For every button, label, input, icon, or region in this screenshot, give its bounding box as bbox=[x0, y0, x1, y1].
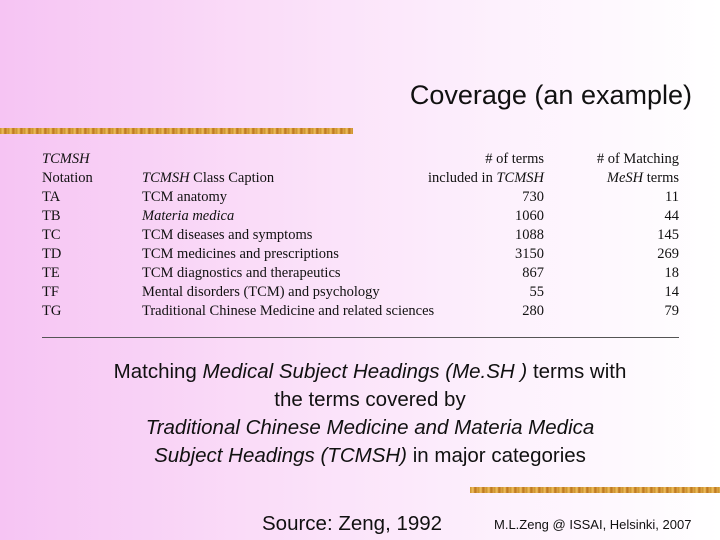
row-ta-caption: TCM anatomy bbox=[142, 189, 227, 205]
row-td-caption: TCM medicines and prescriptions bbox=[142, 246, 339, 262]
header-caption-rest: Class Caption bbox=[189, 170, 275, 186]
header-caption-tcmsh: TCMSH bbox=[142, 170, 190, 186]
row-tc-matching: 145 bbox=[657, 227, 679, 243]
decorative-rule-bottom bbox=[470, 487, 720, 493]
caption-line1-text-a: Matching bbox=[113, 360, 203, 383]
caption-line-4 bbox=[60, 442, 680, 470]
row-tf-terms: 55 bbox=[529, 284, 544, 300]
row-tc-caption: TCM diseases and symptoms bbox=[142, 227, 313, 243]
header-terms-line2 bbox=[428, 169, 544, 187]
caption-line4-text: in major categories bbox=[407, 444, 586, 467]
header-caption bbox=[142, 169, 274, 187]
row-tf-matching: 14 bbox=[664, 284, 679, 300]
row-td-matching: 269 bbox=[657, 246, 679, 262]
header-matching-line2 bbox=[607, 169, 679, 187]
row-tb-terms: 1060 bbox=[515, 208, 544, 224]
row-tf-caption: Mental disorders (TCM) and psychology bbox=[142, 284, 380, 300]
row-ta-terms: 730 bbox=[522, 189, 544, 205]
header-terms-tcmsh: TCMSH bbox=[496, 170, 544, 186]
row-tg-caption: Traditional Chinese Medicine and related sciences bbox=[142, 303, 435, 319]
decorative-rule-top bbox=[0, 128, 353, 134]
row-td-code: TD bbox=[42, 246, 62, 262]
caption-line-1 bbox=[60, 358, 680, 386]
row-ta-matching: 11 bbox=[665, 189, 679, 205]
row-te-terms: 867 bbox=[522, 265, 544, 281]
caption-line1-text-b: terms with bbox=[527, 360, 627, 383]
row-te-caption: TCM diagnostics and therapeutics bbox=[142, 265, 341, 281]
header-notation-line2: Notation bbox=[42, 170, 93, 186]
header-matching-mesh: MeSH bbox=[606, 170, 644, 186]
row-tb-caption: Materia medica bbox=[142, 208, 235, 224]
slide-caption bbox=[60, 358, 680, 470]
row-tg-code: TG bbox=[42, 303, 62, 319]
row-tc-terms: 1088 bbox=[515, 227, 544, 243]
header-matching-line1: # of Matching bbox=[596, 151, 679, 167]
caption-line-2: the terms covered by bbox=[274, 388, 466, 411]
row-td-terms: 3150 bbox=[515, 246, 544, 262]
footer-credit: M.L.Zeng @ ISSAI, Helsinki, 2007 bbox=[494, 517, 692, 532]
row-tf-code: TF bbox=[42, 284, 59, 300]
row-tc-code: TC bbox=[42, 227, 61, 243]
row-te-code: TE bbox=[42, 265, 60, 281]
caption-line4-italic: Subject Headings (TCMSH) bbox=[154, 444, 408, 467]
row-tg-terms: 280 bbox=[522, 303, 544, 319]
row-tb-code: TB bbox=[42, 208, 61, 224]
header-notation-line1: TCMSH bbox=[42, 151, 90, 167]
coverage-table bbox=[42, 150, 679, 338]
row-tb-matching: 44 bbox=[664, 208, 679, 224]
caption-line1-italic: Medical Subject Headings (Me.SH ) bbox=[202, 360, 528, 383]
slide-title: Coverage (an example) bbox=[409, 80, 692, 110]
header-terms-line1: # of terms bbox=[485, 151, 544, 167]
row-tg-matching: 79 bbox=[664, 303, 679, 319]
caption-line-3: Traditional Chinese Medicine and Materia Medica bbox=[145, 416, 595, 439]
header-matching-terms: terms bbox=[643, 170, 679, 186]
source-text: Source: Zeng, 1992 bbox=[262, 512, 443, 535]
header-terms-included: included in bbox=[427, 170, 497, 186]
row-te-matching: 18 bbox=[664, 265, 679, 281]
row-ta-code: TA bbox=[42, 189, 61, 205]
